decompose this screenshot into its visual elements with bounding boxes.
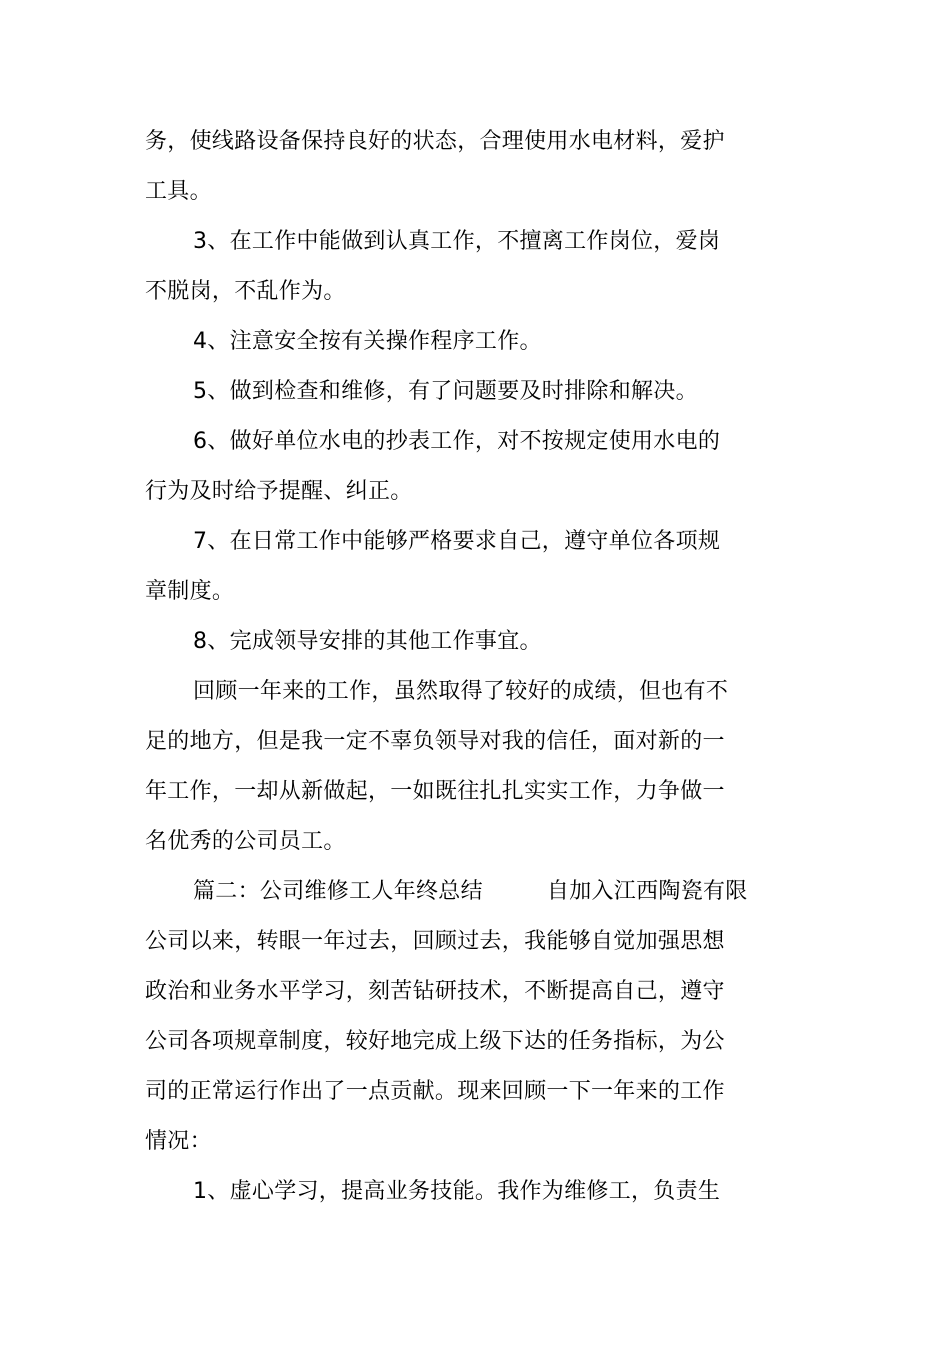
text-line: 足的地方，但是我一定不辜负领导对我的信任，面对新的一 (145, 729, 725, 754)
text-line: 公司以来，转眼一年过去，回顾过去，我能够自觉加强思想 (145, 929, 725, 954)
list-item-1: 1、虚心学习，提高业务技能。我作为维修工，负责生 (193, 1179, 721, 1204)
list-item-4: 4、注意安全按有关操作程序工作。 (193, 329, 542, 354)
paragraph-review: 回顾一年来的工作，虽然取得了较好的成绩，但也有不 (193, 679, 729, 704)
text-line: 情况： (145, 1129, 212, 1154)
list-item-7: 7、在日常工作中能够严格要求自己，遵守单位各项规 (193, 529, 721, 554)
section-heading-line (193, 877, 748, 907)
list-item-3: 3、在工作中能做到认真工作，不擅离工作岗位，爱岗 (193, 229, 721, 254)
text-line: 名优秀的公司员工。 (145, 829, 346, 854)
text-line: 行为及时给予提醒、纠正。 (145, 479, 413, 504)
text-line: 不脱岗，不乱作为。 (145, 279, 346, 304)
text-line: 年工作，一却从新做起，一如既往扎扎实实工作，力争做一 (145, 779, 725, 804)
list-item-8: 8、完成领导安排的其他工作事宜。 (193, 629, 542, 654)
list-item-5: 5、做到检查和维修，有了问题要及时排除和解决。 (193, 379, 698, 404)
text-line: 政治和业务水平学习，刻苦钻研技术，不断提高自己，遵守 (145, 979, 725, 1004)
section-title: 篇二：公司维修工人年终总结 (193, 879, 483, 904)
text-line: 章制度。 (145, 579, 235, 604)
text-line: 公司各项规章制度，较好地完成上级下达的任务指标，为公 (145, 1029, 725, 1054)
text-line: 工具。 (145, 179, 212, 204)
text-line: 司的正常运行作出了一点贡献。现来回顾一下一年来的工作 (145, 1079, 725, 1104)
text-line: 务，使线路设备保持良好的状态，合理使用水电材料，爱护 (145, 129, 725, 154)
list-item-6: 6、做好单位水电的抄表工作，对不按规定使用水电的 (193, 429, 721, 454)
section-intro: 自加入江西陶瓷有限 (546, 879, 748, 904)
